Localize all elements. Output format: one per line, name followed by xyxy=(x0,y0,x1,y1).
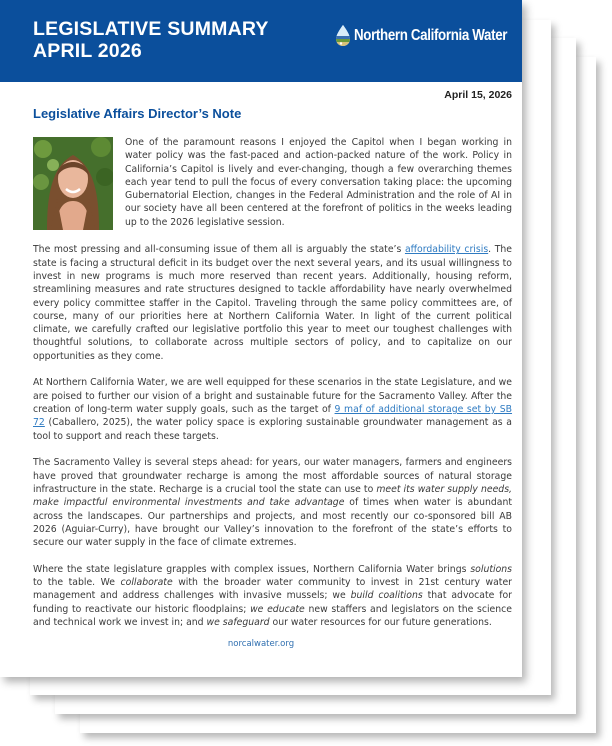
footer-website-link[interactable]: norcalwater.org xyxy=(227,639,295,649)
p5-text-5: new staffers and legislators on the science and technical work we invest in; and xyxy=(33,603,512,628)
paragraph-3-text-cont: (Caballero, 2025), the water policy space is exploring sustainable groundwater management as a tool to support and reach these targets. xyxy=(33,417,512,442)
p5-text-6: our water resources for our future generations. xyxy=(269,616,492,628)
title-line-2: APRIL 2026 xyxy=(33,40,142,62)
document-date: April 15, 2026 xyxy=(444,89,512,101)
paragraph-2-text: The most pressing and all-consuming issue of them all is arguably the state’s xyxy=(33,244,405,256)
paragraph-3 xyxy=(33,376,512,442)
p5-text-2: to the table. We xyxy=(33,577,121,589)
p5-text-4: that advocate for funding to reactivate our historic floodplains; xyxy=(33,590,512,615)
p5-text-3: with the broader water community to invest in 21st century water management and address challenges with invasive mussels; we xyxy=(33,577,512,602)
paragraph-4 xyxy=(33,456,512,549)
organization-logo xyxy=(335,24,532,48)
water-drop-icon xyxy=(335,25,351,47)
document-title xyxy=(33,18,269,62)
affordability-crisis-link[interactable]: affordability crisis xyxy=(404,244,489,256)
paragraph-2 xyxy=(33,243,512,363)
p5-emphasis-collaborate: collaborate xyxy=(120,577,173,589)
p5-emphasis-we-educate: we educate xyxy=(250,603,305,615)
sb72-storage-link[interactable]: 9 maf of additional storage set by SB 72 xyxy=(33,404,513,429)
paragraph-4-text: The Sacramento Valley is several steps ahead: for years, our water managers, farmers and engineers have proved that groundwater recharge is among the most affordable sources of natural storage infrastructure in the state. Recharge is a crucial tool the state can use to xyxy=(33,457,512,495)
paragraph-1: One of the paramount reasons I enjoyed the Capitol when I began working in water policy was the fast-paced and action-packed nature of the work. Policy in California’s Capitol is lively and ever-changing, though a few overarching themes each year tend to pull the focus of every conversation taking place: the upcoming Gubernatorial Election, changes in the Federal Administration and the role of AI in our society have all been centered at the forefront of politics in the weeks leading up to the 2026 legislative session. xyxy=(125,137,512,228)
p5-emphasis-we-safeguard: we safeguard xyxy=(206,616,270,628)
director-note-body xyxy=(33,136,512,643)
organization-name: Northern California Water xyxy=(354,27,508,44)
paragraph-4-text-cont: of times when water is abundant across the landscapes. Our partnerships and projects, and most recently our co-sponsored bill AB 2026 (Aguiar-Curry), have brought our Valley’s innovation to the forefront of the state’s efforts to secure our water supply in the face of climate extremes. xyxy=(33,497,512,549)
p5-emphasis-build-coalitions: build coalitions xyxy=(350,590,423,602)
paragraph-2-text-cont: . The state is facing a structural deficit in its budget over the next several years, and its usual willingness to invest in new programs is much more reserved than recent years. Additionally, housing reform, streamlining measures and rate structures designed to tackle affordability have nearly overwhelmed every policy committee staffer in the Capitol. Traveling through the same policy committees are, of course, many of our priorities here at Northern California Water. In light of the current political climate, we carefully crafted our legislative portfolio this year to meet our toughest challenges with thoughtful solutions, to collaborate across multiple sectors of policy, and to capitalize on our opportunities as they come. xyxy=(33,244,513,362)
paragraph-5 xyxy=(33,563,512,629)
paragraph-4-emphasis: meet its water supply needs, make impactful environmental investments and take advantage xyxy=(33,483,512,509)
header-banner xyxy=(0,0,522,82)
section-heading: Legislative Affairs Director’s Note xyxy=(33,106,242,121)
title-line-1: LEGISLATIVE SUMMARY xyxy=(33,18,269,40)
paragraph-3-text: At Northern California Water, we are well equipped for these scenarios in the state Legislature, and we are poised to further our vision of a bright and sustainable future for the Sacramento Valley. After the creation of long-term water supply goals, such as the target of xyxy=(33,377,512,416)
p5-emphasis-solutions: solutions xyxy=(470,563,512,575)
p5-text-1: Where the state legislature grapples with complex issues, Northern California Water brings xyxy=(33,563,471,575)
